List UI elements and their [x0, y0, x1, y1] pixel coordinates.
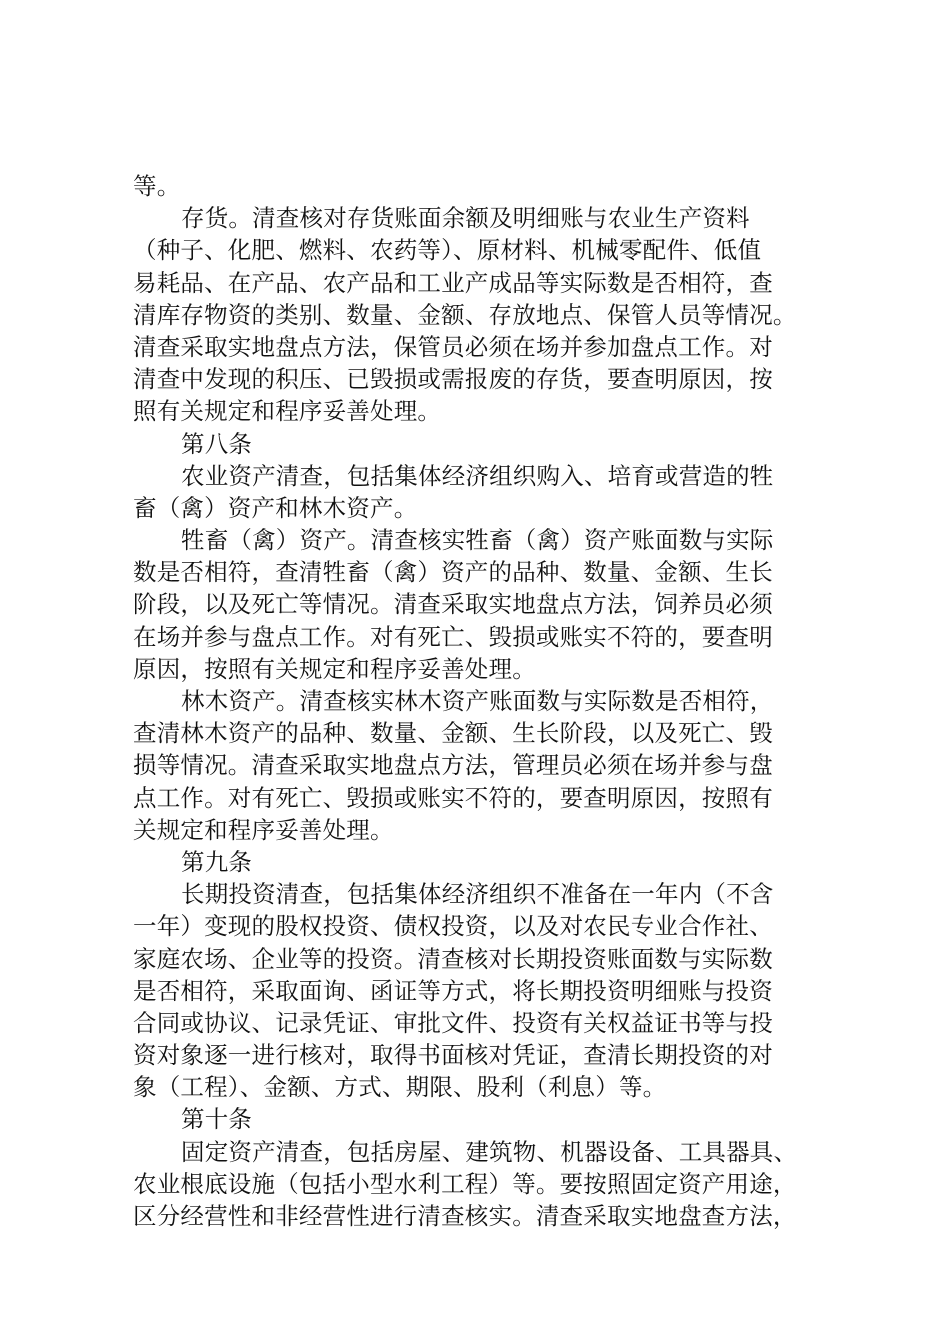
- paragraph-livestock: 牲畜（禽）资产。清查核实牲畜（禽）资产账面数与实际: [181, 526, 774, 555]
- text-line: 区分经营性和非经营性进行清查核实。清查采取实地盘查方法，: [133, 1202, 797, 1230]
- text-line: 在场并参与盘点工作。对有死亡、毁损或账实不符的，要查明: [133, 622, 773, 651]
- text-line: 是否相符，采取面询、函证等方式，将长期投资明细账与投资: [133, 976, 773, 1005]
- text-line: 数是否相符，查清牲畜（禽）资产的品种、数量、金额、生长: [133, 558, 773, 587]
- text-line: 点工作。对有死亡、毁损或账实不符的，要查明原因，按照有: [133, 783, 773, 812]
- text-line: 一年）变现的股权投资、债权投资，以及对农民专业合作社、: [133, 912, 773, 941]
- text-line: 清库存物资的类别、数量、金额、存放地点、保管人员等情况。: [133, 300, 797, 329]
- paragraph-inventory: 存货。清查核对存货账面余额及明细账与农业生产资料: [181, 204, 750, 233]
- text-line: （种子、化肥、燃料、农药等）、原材料、机械零配件、低值: [133, 236, 762, 265]
- text-line: 等。: [133, 172, 181, 200]
- text-line: 资对象逐一进行核对，取得书面核对凭证，查清长期投资的对: [133, 1041, 773, 1070]
- paragraph-agricultural-assets: 农业资产清查，包括集体经济组织购入、培育或营造的牲: [181, 461, 774, 490]
- text-line: 农业根底设施（包括小型水利工程）等。要按照固定资产用途，: [133, 1169, 797, 1198]
- paragraph-fixed-assets: 固定资产清查，包括房屋、建筑物、机器设备、工具器具、: [181, 1137, 798, 1166]
- article-heading: 第十条: [181, 1105, 253, 1134]
- text-line: 查清林木资产的品种、数量、金额、生长阶段，以及死亡、毁: [133, 719, 773, 748]
- document-body: [133, 170, 833, 1232]
- text-line: 合同或协议、记录凭证、审批文件、投资有关权益证书等与投: [133, 1008, 773, 1037]
- text-line: 清查采取实地盘点方法，保管员必须在场并参加盘点工作。对: [133, 332, 773, 361]
- paragraph-long-term-investment: 长期投资清查，包括集体经济组织不准备在一年内（不含: [181, 880, 774, 909]
- text-line: 原因，按照有关规定和程序妥善处理。: [133, 654, 536, 683]
- text-line: 关规定和程序妥善处理。: [133, 815, 394, 844]
- text-line: 损等情况。清查采取实地盘点方法，管理员必须在场并参与盘: [133, 751, 773, 780]
- text-line: 畜（禽）资产和林木资产。: [133, 493, 418, 522]
- text-line: 象（工程）、金额、方式、期限、股利（利息）等。: [133, 1073, 667, 1102]
- text-line: 清查中发现的积压、已毁损或需报废的存货，要查明原因，按: [133, 365, 773, 394]
- text-line: 家庭农场、企业等的投资。清查核对长期投资账面数与实际数: [133, 944, 773, 973]
- text-line: 阶段，以及死亡等情况。清查采取实地盘点方法，饲养员必须: [133, 590, 773, 619]
- paragraph-forest-assets: 林木资产。清查核实林木资产账面数与实际数是否相符，: [181, 687, 774, 715]
- article-heading: 第八条: [181, 429, 253, 458]
- article-heading: 第九条: [181, 847, 253, 876]
- text-line: 照有关规定和程序妥善处理。: [133, 397, 442, 426]
- text-line: 易耗品、在产品、农产品和工业产成品等实际数是否相符，查: [133, 268, 773, 297]
